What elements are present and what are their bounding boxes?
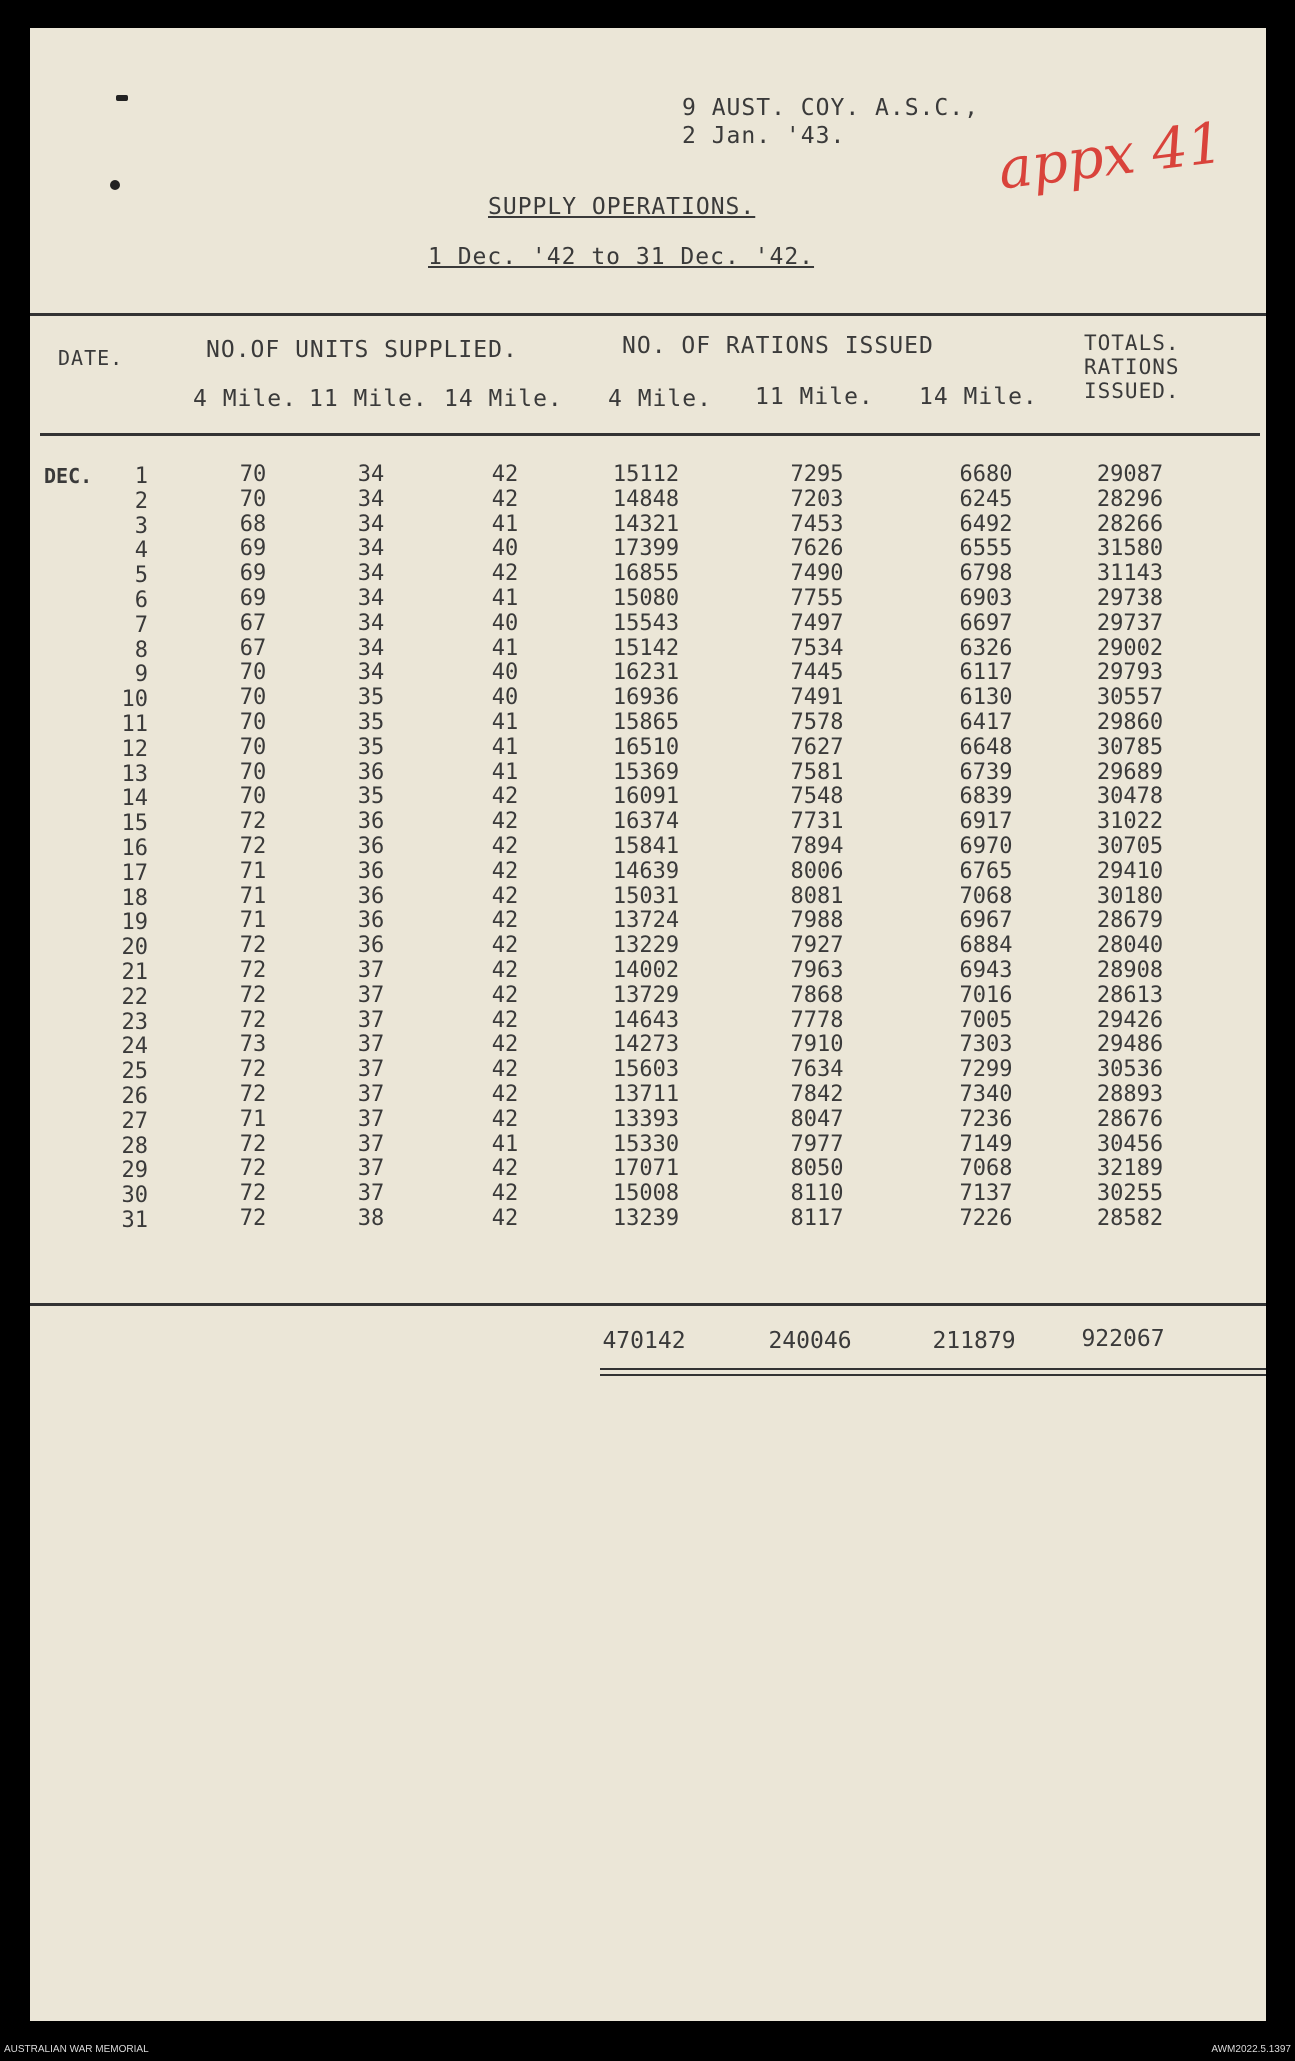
cell-rations-11mile: 7626 [790,536,844,562]
archive-reference: AWM2022.5.1397 [1211,2044,1291,2055]
cell-rations-14mile: 7149 [959,1131,1013,1157]
cell-total-rations: 30705 [1096,834,1164,859]
cell-units-14mile: 42 [491,883,519,909]
cell-units-14mile: 42 [491,908,519,934]
cell-total-rations: 31022 [1096,809,1164,835]
cell-units-4mile: 70 [239,685,267,711]
cell-units-4mile: 72 [239,1082,267,1107]
cell-rations-11mile: 7842 [790,1082,844,1107]
cell-rations-4mile: 14643 [612,1007,680,1033]
cell-units-14mile: 42 [491,1106,519,1132]
cell-rations-11mile: 7491 [790,685,844,711]
cell-rations-11mile: 8110 [790,1181,844,1207]
col-rations-group: NO. OF RATIONS ISSUED [622,333,934,359]
cell-units-4mile: 70 [239,734,267,760]
cell-rations-14mile: 6967 [959,908,1013,934]
cell-day: 4 [134,538,148,564]
cell-units-11mile: 35 [357,710,385,735]
cell-units-11mile: 37 [357,1032,385,1058]
cell-rations-14mile: 6903 [959,586,1013,611]
cell-day: 20 [121,935,148,961]
unit-designation: 9 AUST. COY. A.S.C., [682,95,979,121]
col-units-group: NO.OF UNITS SUPPLIED. [206,337,518,363]
cell-rations-14mile: 7137 [959,1181,1013,1207]
cell-day: 22 [121,984,148,1010]
cell-units-11mile: 37 [357,1082,385,1107]
cell-units-11mile: 37 [357,1131,385,1157]
cell-rations-11mile: 7497 [790,610,844,636]
cell-units-11mile: 37 [357,982,385,1008]
cell-units-4mile: 72 [239,1206,267,1231]
cell-total-rations: 30478 [1096,784,1164,810]
cell-total-rations: 28893 [1096,1082,1164,1107]
col-totals-line3: ISSUED. [1084,379,1180,403]
cell-rations-11mile: 7755 [790,586,844,611]
cell-rations-14mile: 6839 [959,784,1013,810]
cell-rations-14mile: 6739 [959,759,1013,785]
cell-units-14mile: 40 [491,610,519,636]
cell-units-14mile: 41 [491,635,519,661]
cell-units-14mile: 42 [491,1007,519,1033]
cell-total-rations: 29002 [1096,635,1164,661]
cell-rations-4mile: 16936 [612,685,680,711]
totals-double-rule-top [600,1368,1266,1370]
cell-day: 19 [121,910,148,936]
cell-units-4mile: 70 [239,784,267,810]
cell-units-14mile: 42 [491,561,519,587]
reporting-period: 1 Dec. '42 to 31 Dec. '42. [428,244,815,270]
cell-rations-4mile: 14639 [612,858,680,884]
cell-units-11mile: 38 [357,1206,385,1231]
col-totals-line2: RATIONS [1084,355,1180,379]
cell-rations-4mile: 16855 [612,561,680,587]
cell-day: 5 [134,563,148,589]
cell-units-4mile: 68 [239,511,267,537]
cell-day: 28 [121,1133,148,1159]
cell-rations-4mile: 13729 [612,982,680,1008]
cell-rations-11mile: 8117 [790,1206,844,1231]
cell-rations-4mile: 15008 [612,1181,680,1207]
cell-units-14mile: 42 [491,486,519,512]
cell-total-rations: 30785 [1096,734,1164,760]
cell-rations-14mile: 6943 [959,958,1013,983]
cell-units-11mile: 35 [357,784,385,810]
punch-hole [110,180,120,190]
document-date: 2 Jan. '43. [682,123,846,149]
cell-units-11mile: 37 [357,958,385,983]
cell-units-14mile: 42 [491,1156,519,1182]
cell-day: 25 [121,1059,148,1085]
total-rations-11mile: 240046 [768,1328,852,1354]
cell-total-rations: 29689 [1096,759,1164,785]
cell-total-rations: 29793 [1096,660,1164,686]
cell-rations-11mile: 8047 [790,1106,844,1132]
cell-rations-11mile: 7453 [790,511,844,537]
cell-rations-4mile: 16231 [612,660,680,686]
cell-total-rations: 28613 [1096,982,1164,1008]
cell-total-rations: 28582 [1096,1206,1164,1231]
cell-rations-4mile: 13239 [612,1206,680,1231]
cell-units-14mile: 42 [491,1032,519,1058]
cell-rations-4mile: 14848 [612,486,680,512]
cell-units-11mile: 34 [357,462,385,487]
cell-rations-11mile: 7581 [790,759,844,785]
cell-rations-14mile: 6130 [959,685,1013,711]
cell-total-rations: 29860 [1096,710,1164,735]
cell-day: 9 [134,662,148,688]
cell-rations-11mile: 7548 [790,784,844,810]
cell-rations-14mile: 7016 [959,982,1013,1008]
cell-units-14mile: 41 [491,511,519,537]
cell-units-11mile: 36 [357,933,385,959]
cell-day: 23 [121,1009,148,1035]
cell-rations-4mile: 13229 [612,933,680,959]
cell-units-11mile: 34 [357,511,385,537]
col-totals-line1: TOTALS. [1084,331,1180,355]
cell-rations-4mile: 16091 [612,784,680,810]
cell-units-4mile: 70 [239,660,267,686]
cell-rations-11mile: 7778 [790,1007,844,1033]
cell-total-rations: 29486 [1096,1032,1164,1058]
cell-units-11mile: 34 [357,561,385,587]
cell-total-rations: 29410 [1096,858,1164,884]
cell-units-11mile: 36 [357,858,385,884]
cell-total-rations: 28296 [1096,486,1164,512]
cell-units-4mile: 69 [239,561,267,587]
cell-units-4mile: 71 [239,908,267,934]
cell-units-11mile: 37 [357,1007,385,1033]
cell-rations-4mile: 14273 [612,1032,680,1058]
cell-rations-14mile: 6917 [959,809,1013,835]
cell-rations-11mile: 7634 [790,1057,844,1083]
cell-total-rations: 31580 [1096,536,1164,562]
cell-rations-14mile: 6555 [959,536,1013,562]
col-units-11mile: 11 Mile. [309,386,428,412]
cell-rations-11mile: 8050 [790,1156,844,1182]
cell-total-rations: 29426 [1096,1007,1164,1033]
cell-rations-11mile: 7203 [790,486,844,512]
cell-units-4mile: 67 [239,635,267,661]
cell-day: 24 [121,1034,148,1060]
cell-rations-14mile: 7068 [959,883,1013,909]
cell-units-11mile: 34 [357,586,385,611]
cell-units-11mile: 36 [357,834,385,859]
cell-total-rations: 30536 [1096,1057,1164,1083]
cell-units-4mile: 70 [239,462,267,487]
cell-units-11mile: 34 [357,610,385,636]
archive-credit: AUSTRALIAN WAR MEMORIAL [4,2044,149,2055]
cell-rations-4mile: 15865 [612,710,680,735]
cell-units-14mile: 40 [491,660,519,686]
cell-day: 3 [134,513,148,539]
cell-rations-14mile: 7005 [959,1007,1013,1033]
cell-rations-14mile: 6245 [959,486,1013,512]
cell-units-14mile: 42 [491,958,519,983]
cell-rations-4mile: 14002 [612,958,680,983]
cell-rations-14mile: 6765 [959,858,1013,884]
cell-units-4mile: 71 [239,1106,267,1132]
cell-units-14mile: 42 [491,1181,519,1207]
cell-rations-11mile: 7534 [790,635,844,661]
cell-day: 8 [134,637,148,663]
cell-rations-11mile: 7578 [790,710,844,735]
cell-day: 27 [121,1108,148,1134]
cell-rations-14mile: 6492 [959,511,1013,537]
cell-rations-4mile: 16510 [612,734,680,760]
cell-rations-14mile: 6798 [959,561,1013,587]
cell-units-14mile: 42 [491,784,519,810]
cell-units-4mile: 69 [239,586,267,611]
cell-units-14mile: 41 [491,759,519,785]
cell-units-4mile: 72 [239,933,267,959]
cell-rations-11mile: 7988 [790,908,844,934]
cell-units-11mile: 34 [357,635,385,661]
cell-rations-14mile: 6884 [959,933,1013,959]
col-rations-4mile: 4 Mile. [608,386,712,412]
cell-rations-11mile: 8081 [790,883,844,909]
cell-day: 7 [134,612,148,638]
cell-units-14mile: 42 [491,809,519,835]
cell-rations-4mile: 15330 [612,1131,680,1157]
cell-units-14mile: 42 [491,834,519,859]
cell-units-14mile: 42 [491,1206,519,1231]
cell-units-4mile: 70 [239,710,267,735]
cell-rations-4mile: 15142 [612,635,680,661]
cell-total-rations: 31143 [1096,561,1164,587]
cell-units-14mile: 40 [491,685,519,711]
cell-rations-14mile: 7299 [959,1057,1013,1083]
cell-rations-14mile: 7226 [959,1206,1013,1231]
cell-rations-11mile: 8006 [790,858,844,884]
cell-rations-14mile: 6117 [959,660,1013,686]
cell-day: 15 [121,811,148,837]
cell-rations-14mile: 6970 [959,834,1013,859]
cell-rations-11mile: 7445 [790,660,844,686]
cell-day: 10 [121,687,148,713]
cell-units-11mile: 37 [357,1106,385,1132]
top-rule [30,313,1266,316]
cell-rations-11mile: 7910 [790,1032,844,1058]
cell-day: 11 [121,712,148,737]
cell-rations-4mile: 17399 [612,536,680,562]
cell-units-11mile: 35 [357,734,385,760]
cell-units-14mile: 42 [491,858,519,884]
cell-total-rations: 30557 [1096,685,1164,711]
cell-units-11mile: 35 [357,685,385,711]
col-units-14mile: 14 Mile. [444,386,563,412]
cell-units-4mile: 72 [239,1131,267,1157]
cell-units-14mile: 40 [491,536,519,562]
month-label: DEC. [44,464,93,488]
cell-total-rations: 29737 [1096,610,1164,636]
col-units-4mile: 4 Mile. [193,386,297,412]
col-date: DATE. [58,346,124,370]
cell-rations-11mile: 7295 [790,462,844,487]
cell-day: 1 [134,464,148,489]
handwritten-appendix-annotation: appx 41 [994,110,1227,203]
cell-units-4mile: 71 [239,858,267,884]
cell-day: 30 [121,1183,148,1209]
header-rule [40,433,1260,436]
cell-total-rations: 28908 [1096,958,1164,983]
cell-units-14mile: 42 [491,982,519,1008]
cell-units-14mile: 41 [491,710,519,735]
cell-units-11mile: 34 [357,660,385,686]
col-rations-14mile: 14 Mile. [919,384,1038,410]
cell-rations-14mile: 6326 [959,635,1013,661]
cell-units-11mile: 37 [357,1057,385,1083]
cell-rations-4mile: 15603 [612,1057,680,1083]
cell-rations-11mile: 7731 [790,809,844,835]
total-rations-4mile: 470142 [602,1328,686,1354]
cell-units-4mile: 67 [239,610,267,636]
cell-day: 29 [121,1158,148,1184]
cell-units-11mile: 36 [357,809,385,835]
cell-day: 14 [121,786,148,812]
cell-units-14mile: 42 [491,933,519,959]
cell-total-rations: 29087 [1096,462,1164,487]
cell-total-rations: 30456 [1096,1131,1164,1157]
cell-day: 31 [121,1208,148,1233]
cell-rations-4mile: 15112 [612,462,680,487]
cell-units-4mile: 72 [239,834,267,859]
cell-units-14mile: 42 [491,1082,519,1107]
cell-rations-4mile: 16374 [612,809,680,835]
cell-rations-11mile: 7927 [790,933,844,959]
cell-day: 2 [134,488,148,514]
cell-rations-14mile: 6648 [959,734,1013,760]
col-rations-11mile: 11 Mile. [755,384,874,410]
cell-day: 6 [134,588,148,613]
grand-total-rations: 922067 [1081,1326,1165,1352]
cell-day: 13 [121,761,148,787]
cell-rations-4mile: 13724 [612,908,680,934]
cell-rations-4mile: 13711 [612,1082,680,1107]
cell-rations-4mile: 15031 [612,883,680,909]
cell-units-11mile: 36 [357,908,385,934]
cell-rations-11mile: 7963 [790,958,844,983]
cell-day: 21 [121,960,148,985]
cell-rations-11mile: 7868 [790,982,844,1008]
cell-rations-14mile: 6417 [959,710,1013,735]
cell-day: 17 [121,860,148,886]
cell-rations-14mile: 7303 [959,1032,1013,1058]
cell-total-rations: 30180 [1096,883,1164,909]
cell-units-4mile: 72 [239,1181,267,1207]
cell-units-11mile: 34 [357,536,385,562]
cell-units-4mile: 72 [239,1156,267,1182]
cell-rations-4mile: 15841 [612,834,680,859]
cell-units-4mile: 72 [239,1007,267,1033]
cell-units-14mile: 41 [491,1131,519,1157]
cell-units-4mile: 69 [239,536,267,562]
cell-units-4mile: 70 [239,486,267,512]
total-rations-14mile: 211879 [932,1328,1016,1354]
cell-rations-4mile: 15369 [612,759,680,785]
cell-units-4mile: 71 [239,883,267,909]
cell-rations-14mile: 6697 [959,610,1013,636]
document-page [30,28,1266,2021]
cell-rations-11mile: 7627 [790,734,844,760]
bottom-rule [30,1303,1266,1306]
cell-units-11mile: 37 [357,1181,385,1207]
page-title: SUPPLY OPERATIONS. [488,194,756,220]
cell-rations-14mile: 7068 [959,1156,1013,1182]
punch-hole [116,95,128,101]
cell-units-14mile: 41 [491,734,519,760]
totals-double-rule-bottom [600,1374,1266,1376]
cell-units-14mile: 42 [491,1057,519,1083]
cell-units-11mile: 36 [357,759,385,785]
cell-total-rations: 29738 [1096,586,1164,611]
cell-units-4mile: 72 [239,1057,267,1083]
cell-rations-11mile: 7977 [790,1131,844,1157]
cell-day: 18 [121,885,148,911]
cell-total-rations: 28679 [1096,908,1164,934]
cell-rations-14mile: 7340 [959,1082,1013,1107]
cell-total-rations: 30255 [1096,1181,1164,1207]
cell-rations-4mile: 14321 [612,511,680,537]
cell-units-4mile: 72 [239,958,267,983]
cell-total-rations: 28266 [1096,511,1164,537]
cell-day: 26 [121,1084,148,1109]
cell-units-4mile: 72 [239,982,267,1008]
cell-rations-4mile: 13393 [612,1106,680,1132]
cell-units-11mile: 37 [357,1156,385,1182]
cell-units-14mile: 42 [491,462,519,487]
cell-rations-4mile: 17071 [612,1156,680,1182]
cell-rations-14mile: 6680 [959,462,1013,487]
cell-rations-4mile: 15080 [612,586,680,611]
cell-units-11mile: 34 [357,486,385,512]
cell-total-rations: 28676 [1096,1106,1164,1132]
cell-rations-4mile: 15543 [612,610,680,636]
cell-units-11mile: 36 [357,883,385,909]
cell-day: 12 [121,736,148,762]
cell-rations-11mile: 7894 [790,834,844,859]
cell-units-14mile: 41 [491,586,519,611]
cell-total-rations: 28040 [1096,933,1164,959]
cell-day: 16 [121,836,148,861]
cell-units-4mile: 73 [239,1032,267,1058]
cell-rations-11mile: 7490 [790,561,844,587]
cell-rations-14mile: 7236 [959,1106,1013,1132]
cell-total-rations: 32189 [1096,1156,1164,1182]
cell-units-4mile: 72 [239,809,267,835]
cell-units-4mile: 70 [239,759,267,785]
